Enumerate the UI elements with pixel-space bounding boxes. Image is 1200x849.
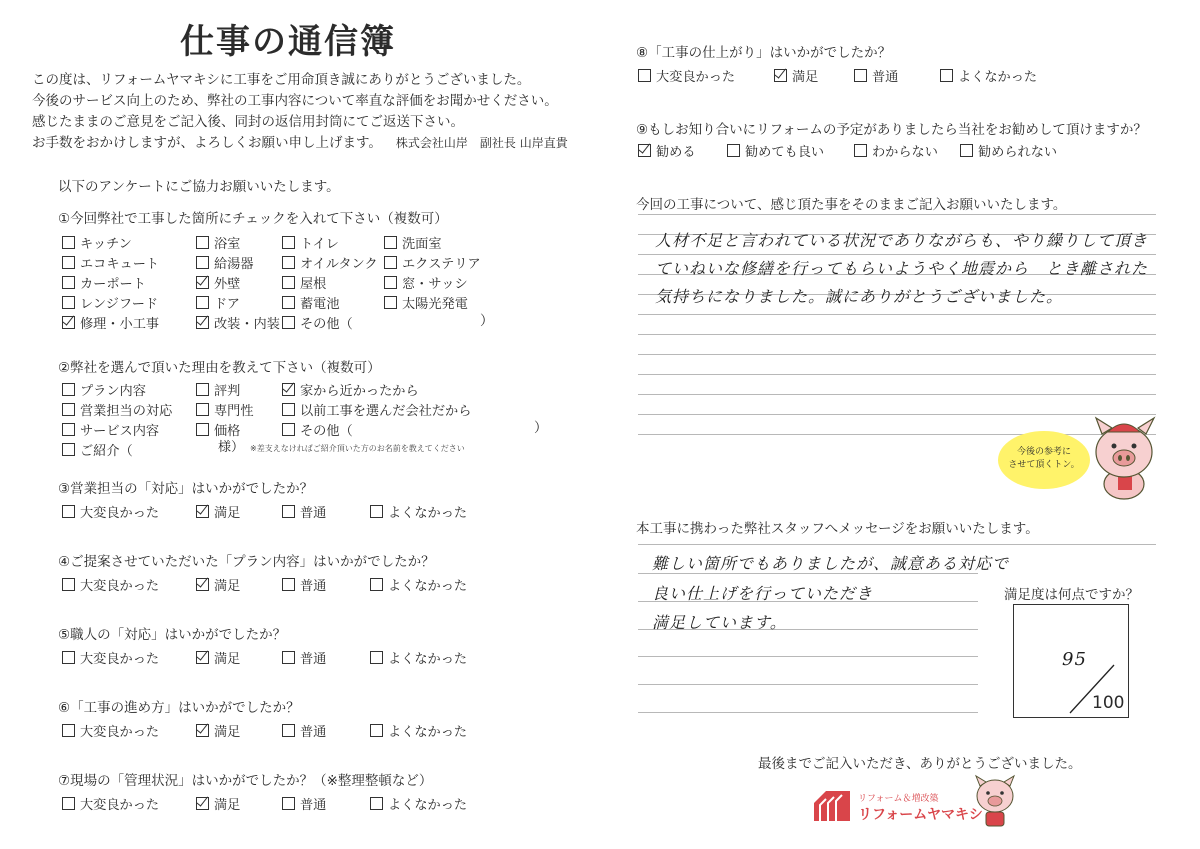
q5-option[interactable] <box>196 648 240 667</box>
option-label: よくなかった <box>388 798 468 813</box>
q8-option[interactable] <box>774 66 818 85</box>
option-label: 太陽光発電 <box>402 297 468 312</box>
q1-text: ①今回弊社で工事した箇所にチェックを入れて下さい（複数可） <box>58 211 448 227</box>
checkbox[interactable] <box>282 296 295 309</box>
option-label: 勧められない <box>978 145 1058 160</box>
option-label: 勧める <box>656 145 696 160</box>
checkbox[interactable] <box>62 443 75 456</box>
checkbox[interactable] <box>638 69 651 82</box>
q1-option[interactable] <box>384 273 468 292</box>
speech-bubble <box>998 431 1090 489</box>
q9-option[interactable] <box>638 141 696 160</box>
q6-option[interactable] <box>282 721 326 740</box>
q1-option[interactable] <box>196 233 240 252</box>
checkbox[interactable] <box>960 144 973 157</box>
q1-option[interactable] <box>282 253 378 272</box>
option-label: カーポート <box>80 277 146 292</box>
q4-text: ④ご提案させていただいた「プラン内容」はいかがでしたか？ <box>58 554 435 570</box>
checkbox[interactable] <box>638 144 651 157</box>
q3-option[interactable] <box>62 502 159 521</box>
q1-option[interactable] <box>196 293 240 312</box>
checkbox[interactable] <box>940 69 953 82</box>
q2-option[interactable] <box>62 400 172 419</box>
q5-option[interactable] <box>62 648 159 667</box>
option-label: 営業担当の対応 <box>80 404 173 419</box>
q6-option[interactable] <box>62 721 159 740</box>
checkbox[interactable] <box>384 236 397 249</box>
q9-option[interactable] <box>960 141 1057 160</box>
option-label: 改装・内装 <box>214 317 280 332</box>
checkbox[interactable] <box>62 296 75 309</box>
option-label: 家から近かったから <box>300 384 419 399</box>
q2-referral-suffix <box>218 436 465 455</box>
q1-option[interactable] <box>196 253 254 272</box>
option-label: 浴室 <box>214 237 241 252</box>
option-label: エコキュート <box>80 257 160 272</box>
q2-option[interactable] <box>196 400 254 419</box>
checkbox[interactable] <box>282 724 295 737</box>
option-label: その他（ <box>300 424 353 439</box>
option-label: 価格 <box>214 424 241 439</box>
option-label: よくなかった <box>958 70 1038 85</box>
option-label: プラン内容 <box>80 384 146 399</box>
ruled-line <box>638 656 978 657</box>
q2-text: ②弊社を選んで頂いた理由を教えて下さい（複数可） <box>58 360 381 376</box>
option-label: 以前工事を選んだ会社だから <box>300 404 472 419</box>
q9-option[interactable] <box>727 141 824 160</box>
option-label: 大変良かった <box>80 725 160 740</box>
checkbox[interactable] <box>282 578 295 591</box>
option-label: その他（ <box>300 317 353 332</box>
ruled-line <box>638 712 978 713</box>
ruled-line <box>638 254 1156 255</box>
q5-option[interactable] <box>282 648 326 667</box>
q7-option[interactable] <box>196 794 240 813</box>
q1-option[interactable] <box>282 313 353 332</box>
q3-option[interactable] <box>196 502 240 521</box>
q1-option[interactable] <box>62 293 158 312</box>
checkbox[interactable] <box>62 236 75 249</box>
q5-option[interactable] <box>370 648 467 667</box>
option-label: 大変良かった <box>80 506 160 521</box>
checkbox[interactable] <box>370 797 383 810</box>
comments-prompt: 今回の工事について、感じ頂た事をそのままご記入お願いいたします。 <box>636 197 1067 213</box>
q2-option[interactable] <box>282 400 471 419</box>
q1-option[interactable] <box>384 233 442 252</box>
intro-text <box>32 70 568 154</box>
logo-name: リフォームヤマキシ <box>858 807 983 823</box>
checkbox[interactable] <box>282 383 295 396</box>
checkbox[interactable] <box>196 651 209 664</box>
q2-close-paren: ） <box>534 420 548 436</box>
option-label: よくなかった <box>388 506 468 521</box>
q1-option[interactable] <box>282 233 339 252</box>
q4-option[interactable] <box>370 575 467 594</box>
option-label: 外壁 <box>214 277 241 292</box>
q7-text: ⑦現場の「管理状況」はいかがでしたか？（※整理整頓など） <box>58 773 433 789</box>
option-label: ご紹介（ <box>80 444 133 459</box>
ruled-line <box>638 334 1156 335</box>
option-label: サービス内容 <box>80 424 160 439</box>
option-label: 専門性 <box>214 404 254 419</box>
ruled-line <box>638 414 1156 415</box>
ruled-line <box>638 394 1156 395</box>
option-label: ドア <box>214 297 240 312</box>
option-label: 満足 <box>214 579 241 594</box>
option-label: 満足 <box>214 725 241 740</box>
checkbox[interactable] <box>282 236 295 249</box>
comment-line-2: ていねいな修繕を行ってもらいようやく地震から とき離された <box>655 259 1149 278</box>
checkbox[interactable] <box>62 797 75 810</box>
option-label: 大変良かった <box>80 652 160 667</box>
option-label: オイルタンク <box>300 257 378 272</box>
closing-message: 最後までご記入いただき、ありがとうございました。 <box>758 756 1082 772</box>
checkbox[interactable] <box>282 276 295 289</box>
checkbox[interactable] <box>370 578 383 591</box>
option-label: 蓄電池 <box>300 297 340 312</box>
option-label: 勧めても良い <box>745 145 825 160</box>
q6-option[interactable] <box>196 721 240 740</box>
q6-option[interactable] <box>370 721 467 740</box>
house-logo-icon <box>812 787 852 823</box>
checkbox[interactable] <box>196 797 209 810</box>
q8-text: ⑧「工事の仕上がり」はいかがでしたか？ <box>636 45 892 61</box>
q1-option[interactable] <box>384 253 481 272</box>
option-label: 窓・サッシ <box>402 277 468 292</box>
q2-option[interactable] <box>282 380 419 399</box>
checkbox[interactable] <box>62 383 75 396</box>
q5-text: ⑤職人の「対応」はいかがでしたか？ <box>58 627 287 643</box>
comment-line-3: 気持ちになりました。誠にありがとうございました。 <box>655 287 1064 306</box>
q8-option[interactable] <box>940 66 1037 85</box>
ruled-line <box>638 314 1156 315</box>
checkbox[interactable] <box>282 505 295 518</box>
q1-option[interactable] <box>282 293 340 312</box>
checkbox[interactable] <box>62 403 75 416</box>
option-label: 評判 <box>214 384 241 399</box>
q7-option[interactable] <box>370 794 467 813</box>
q2-option[interactable] <box>62 420 159 439</box>
signature: 株式会社山岸 副社長 山岸直貴 <box>395 136 568 150</box>
q6-text: ⑥「工事の進め方」はいかがでしたか？ <box>58 700 300 716</box>
option-label: 大変良かった <box>656 70 736 85</box>
score-label: 満足度は何点ですか？ <box>1004 587 1139 603</box>
option-label: 大変良かった <box>80 579 160 594</box>
staff-line-2: 良い仕上げを行っていただき <box>652 584 874 603</box>
option-label: 普通 <box>300 506 327 521</box>
option-label: 普通 <box>300 798 327 813</box>
ruled-line <box>638 354 1156 355</box>
q1-option[interactable] <box>62 273 146 292</box>
option-label: よくなかった <box>388 579 468 594</box>
q4-option[interactable] <box>282 575 326 594</box>
checkbox[interactable] <box>282 256 295 269</box>
survey-intro: 以下のアンケートにご協力お願いいたします。 <box>58 179 340 195</box>
q3-option[interactable] <box>370 502 467 521</box>
option-label: 満足 <box>214 652 241 667</box>
q1-option[interactable] <box>62 253 159 272</box>
q9-option[interactable] <box>854 141 938 160</box>
ruled-line <box>638 544 1156 545</box>
score-value: 95 <box>1062 649 1087 670</box>
checkbox[interactable] <box>384 256 397 269</box>
q1-option[interactable] <box>282 273 326 292</box>
comment-line-1: 人材不足と言われている状況でありながらも、やり繰りして頂き <box>655 231 1149 250</box>
checkbox[interactable] <box>854 69 867 82</box>
checkbox[interactable] <box>62 578 75 591</box>
option-label: 大変良かった <box>80 798 160 813</box>
checkbox[interactable] <box>727 144 740 157</box>
option-label: 普通 <box>872 70 899 85</box>
q1-close-paren: ） <box>480 313 494 329</box>
intro-line: この度は、リフォームヤマキシに工事をご用命頂き誠にありがとうございました。 <box>32 72 531 88</box>
q3-option[interactable] <box>282 502 326 521</box>
intro-line: 感じたままのご意見をご記入後、同封の返信用封筒にてご返送下さい。 <box>32 114 464 130</box>
option-label: キッチン <box>80 237 132 252</box>
option-label: 満足 <box>214 798 241 813</box>
checkbox[interactable] <box>62 505 75 518</box>
checkbox[interactable] <box>196 236 209 249</box>
option-label: 満足 <box>792 70 819 85</box>
q1-option[interactable] <box>62 313 159 332</box>
score-max: 100 <box>1092 693 1125 713</box>
checkbox[interactable] <box>196 296 209 309</box>
q8-option[interactable] <box>854 66 898 85</box>
q4-option[interactable] <box>196 575 240 594</box>
checkbox[interactable] <box>370 651 383 664</box>
checkbox[interactable] <box>196 316 209 329</box>
q8-option[interactable] <box>638 66 735 85</box>
checkbox[interactable] <box>384 296 397 309</box>
checkbox[interactable] <box>196 383 209 396</box>
checkbox[interactable] <box>62 256 75 269</box>
ruled-line <box>638 434 1156 435</box>
q1-option[interactable] <box>384 293 468 312</box>
checkbox[interactable] <box>774 69 787 82</box>
ruled-line <box>638 684 978 685</box>
option-label: レンジフード <box>80 297 159 312</box>
option-label: よくなかった <box>388 725 468 740</box>
q3-text: ③営業担当の「対応」はいかがでしたか？ <box>58 481 314 497</box>
referral-note: ※差支えなければご紹介頂いた方のお名前を教えてください <box>250 444 465 453</box>
pig-mascot-icon <box>1088 412 1168 502</box>
q2-option[interactable] <box>62 440 133 459</box>
staff-line-1: 難しい箇所でもありましたが、誠意ある対応で <box>652 554 1010 573</box>
option-label: わからない <box>872 145 938 160</box>
checkbox[interactable] <box>196 256 209 269</box>
checkbox[interactable] <box>282 797 295 810</box>
option-label: エクステリア <box>402 257 481 272</box>
ruled-line <box>638 374 1156 375</box>
checkbox[interactable] <box>62 651 75 664</box>
bubble-line: させて頂くトン。 <box>1008 460 1080 470</box>
checkbox[interactable] <box>282 423 295 436</box>
checkbox[interactable] <box>196 276 209 289</box>
option-label: 修理・小工事 <box>80 317 160 332</box>
checkbox[interactable] <box>370 724 383 737</box>
checkbox[interactable] <box>370 505 383 518</box>
staff-line-3: 満足しています。 <box>652 613 787 632</box>
checkbox[interactable] <box>62 423 75 436</box>
logo-subtitle: リフォーム＆増改築 <box>858 794 939 804</box>
page-title: 仕事の通信簿 <box>180 22 396 62</box>
option-label: トイレ <box>300 237 339 252</box>
referral-suffix: 様） <box>218 440 245 455</box>
q2-option[interactable] <box>196 380 240 399</box>
checkbox[interactable] <box>282 651 295 664</box>
checkbox[interactable] <box>282 403 295 416</box>
q1-option[interactable] <box>62 233 132 252</box>
q9-text: ⑨もしお知り合いにリフォームの予定がありましたら当社をお勧めして頂けますか？ <box>636 122 1147 138</box>
option-label: 給湯器 <box>214 257 254 272</box>
q7-option[interactable] <box>62 794 159 813</box>
checkbox[interactable] <box>62 316 75 329</box>
checkbox[interactable] <box>196 403 209 416</box>
q1-option[interactable] <box>196 313 280 332</box>
checkbox[interactable] <box>62 724 75 737</box>
checkbox[interactable] <box>196 505 209 518</box>
option-label: 普通 <box>300 725 327 740</box>
q1-option[interactable] <box>196 273 240 292</box>
option-label: よくなかった <box>388 652 468 667</box>
intro-line: お手数をおかけしますが、よろしくお願い申し上げます。 <box>32 135 382 151</box>
checkbox[interactable] <box>196 423 209 436</box>
bubble-line: 今後の参考に <box>1016 447 1071 457</box>
ruled-line <box>638 214 1156 215</box>
checkbox[interactable] <box>196 578 209 591</box>
checkbox[interactable] <box>62 276 75 289</box>
option-label: 普通 <box>300 579 327 594</box>
option-label: 普通 <box>300 652 327 667</box>
checkbox[interactable] <box>854 144 867 157</box>
option-label: 屋根 <box>300 277 327 292</box>
checkbox[interactable] <box>384 276 397 289</box>
pig-logo-icon <box>970 774 1020 830</box>
q4-option[interactable] <box>62 575 159 594</box>
q2-option[interactable] <box>62 380 146 399</box>
staff-message-prompt: 本工事に携わった弊社スタッフへメッセージをお願いいたします。 <box>636 521 1039 537</box>
checkbox[interactable] <box>282 316 295 329</box>
score-box <box>1013 604 1129 718</box>
option-label: 洗面室 <box>402 237 442 252</box>
checkbox[interactable] <box>196 724 209 737</box>
option-label: 満足 <box>214 506 241 521</box>
intro-line: 今後のサービス向上のため、弊社の工事内容について率直な評価をお聞かせください。 <box>32 93 558 109</box>
q7-option[interactable] <box>282 794 326 813</box>
